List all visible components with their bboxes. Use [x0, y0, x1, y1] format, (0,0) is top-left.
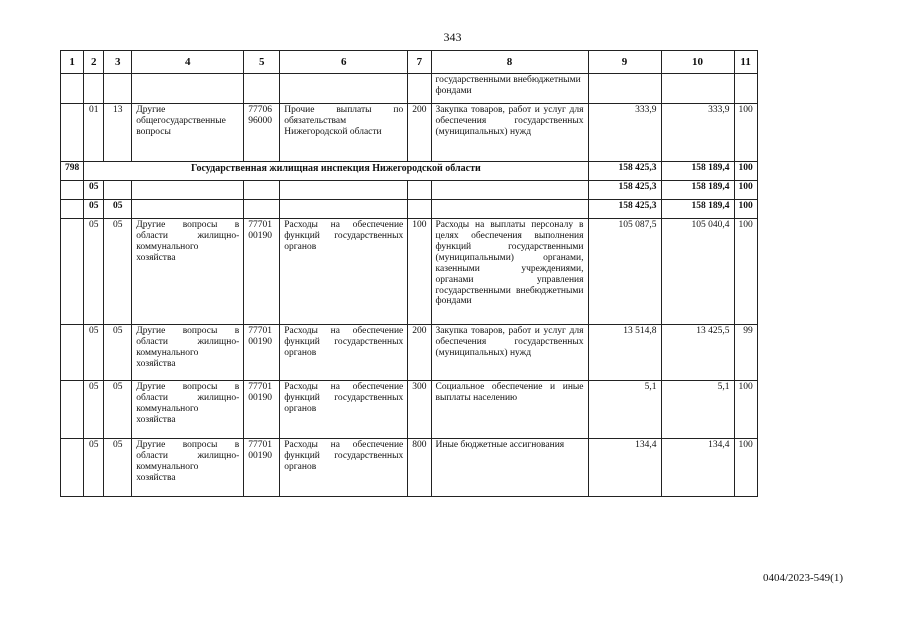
- cell-expense-code: 200: [408, 104, 431, 162]
- cell-subsection: 13: [104, 104, 132, 162]
- document-code: 0404/2023-549(1): [762, 572, 843, 584]
- cell-actual: 158 189,4: [661, 200, 734, 219]
- cell-section: 01: [84, 104, 104, 162]
- col-header: 8: [431, 51, 588, 74]
- cell: [280, 74, 408, 104]
- cell: [61, 200, 84, 219]
- cell-expense-type: Закупка товаров, работ и услуг для обеспечения государственных (муниципальных) нужд: [431, 325, 588, 381]
- cell: [61, 381, 84, 439]
- cell: [61, 181, 84, 200]
- cell: [431, 200, 588, 219]
- col-header: 11: [734, 51, 757, 74]
- cell-subsection: 05: [104, 200, 132, 219]
- header-row: [61, 51, 758, 74]
- cell-section: 05: [84, 200, 104, 219]
- cell: [104, 181, 132, 200]
- cell-planned: 158 425,3: [588, 162, 661, 181]
- col-header: 1: [61, 51, 84, 74]
- cell-subsection-name: Другие вопросы в области жилищно-коммунального хозяйства: [132, 439, 244, 497]
- page-number: 343: [443, 30, 462, 44]
- cell: [734, 74, 757, 104]
- cell-expense-type: Расходы на выплаты персоналу в целях обеспечения выполнения функций государственными (муниципальными) органами, казенными учреждениями, органами управления государственными внебюджетными фондами: [431, 219, 588, 325]
- cell-actual: 333,9: [661, 104, 734, 162]
- cell: [61, 74, 84, 104]
- cell-target-name: Расходы на обеспечение функций государственных органов: [280, 219, 408, 325]
- cell-expense-code: 100: [408, 219, 431, 325]
- cell: [280, 200, 408, 219]
- cell-section: 05: [84, 325, 104, 381]
- cell-actual: 134,4: [661, 439, 734, 497]
- cell: [61, 439, 84, 497]
- cell-expense-type: Закупка товаров, работ и услуг для обеспечения государственных (муниципальных) нужд: [431, 104, 588, 162]
- cell: [61, 325, 84, 381]
- cell-expense-code: 800: [408, 439, 431, 497]
- cell: [661, 74, 734, 104]
- agency-row: [61, 162, 758, 181]
- cell-percent: 100: [734, 181, 757, 200]
- section-row: [61, 181, 758, 200]
- cell: [588, 74, 661, 104]
- cell-subsection-name: Другие вопросы в области жилищно-коммунального хозяйства: [132, 219, 244, 325]
- cell-percent: 100: [734, 162, 757, 181]
- cell-percent: 100: [734, 200, 757, 219]
- cell-subsection-name: Другие общегосударственные вопросы: [132, 104, 244, 162]
- cell-expense-code: 200: [408, 325, 431, 381]
- cell: [244, 181, 280, 200]
- cell-expense-type: Иные бюджетные ассигнования: [431, 439, 588, 497]
- cell-target-name: Прочие выплаты по обязательствам Нижегородской области: [280, 104, 408, 162]
- cell-subsection: 05: [104, 439, 132, 497]
- cell: [431, 181, 588, 200]
- cell-actual: 158 189,4: [661, 162, 734, 181]
- col-header: 9: [588, 51, 661, 74]
- cell-target-code: 7770100190: [244, 439, 280, 497]
- col-header: 4: [132, 51, 244, 74]
- table-row: [61, 381, 758, 439]
- cell: [244, 200, 280, 219]
- cell-planned: 105 087,5: [588, 219, 661, 325]
- cell-planned: 5,1: [588, 381, 661, 439]
- cell-percent: 99: [734, 325, 757, 381]
- cell-subsection-name: Другие вопросы в области жилищно-коммунального хозяйства: [132, 325, 244, 381]
- cell-section: 05: [84, 181, 104, 200]
- cell: [132, 181, 244, 200]
- cell-section: 05: [84, 439, 104, 497]
- cell-actual: 105 040,4: [661, 219, 734, 325]
- cell-agency-name: Государственная жилищная инспекция Нижегородской области: [84, 162, 588, 181]
- cell-section: 05: [84, 219, 104, 325]
- cell-planned: 13 514,8: [588, 325, 661, 381]
- cell-subsection: 05: [104, 219, 132, 325]
- cell-target-code: 7770100190: [244, 219, 280, 325]
- cell-percent: 100: [734, 381, 757, 439]
- cell-target-name: Расходы на обеспечение функций государственных органов: [280, 325, 408, 381]
- table-row: [61, 325, 758, 381]
- cell-target-code: 7770100190: [244, 325, 280, 381]
- cell-actual: 13 425,5: [661, 325, 734, 381]
- cell: [280, 181, 408, 200]
- cell: [84, 74, 104, 104]
- col-header: 3: [104, 51, 132, 74]
- cell-section: 05: [84, 381, 104, 439]
- cell-percent: 100: [734, 104, 757, 162]
- cell-target-name: Расходы на обеспечение функций государственных органов: [280, 439, 408, 497]
- cell-target-code: 7770100190: [244, 381, 280, 439]
- cell-planned: 158 425,3: [588, 200, 661, 219]
- cell-actual: 158 189,4: [661, 181, 734, 200]
- table-row: [61, 74, 758, 104]
- cell: [132, 200, 244, 219]
- cell: [408, 181, 431, 200]
- cell: [132, 74, 244, 104]
- col-header: 10: [661, 51, 734, 74]
- cell-subsection: 05: [104, 381, 132, 439]
- cell-subsection-name: Другие вопросы в области жилищно-коммунального хозяйства: [132, 381, 244, 439]
- cell-percent: 100: [734, 219, 757, 325]
- cell-expense-code: 300: [408, 381, 431, 439]
- table-row: [61, 439, 758, 497]
- cell: [244, 74, 280, 104]
- cell-percent: 100: [734, 439, 757, 497]
- cell-expense-type: государственными внебюджетными фондами: [431, 74, 588, 104]
- cell-planned: 134,4: [588, 439, 661, 497]
- table-row: [61, 219, 758, 325]
- col-header: 7: [408, 51, 431, 74]
- cell-planned: 333,9: [588, 104, 661, 162]
- subsection-row: [61, 200, 758, 219]
- cell-subsection: 05: [104, 325, 132, 381]
- cell: [104, 74, 132, 104]
- col-header: 2: [84, 51, 104, 74]
- cell: [61, 104, 84, 162]
- cell-planned: 158 425,3: [588, 181, 661, 200]
- col-header: 6: [280, 51, 408, 74]
- cell-agency-code: 798: [61, 162, 84, 181]
- cell-actual: 5,1: [661, 381, 734, 439]
- cell-expense-type: Социальное обеспечение и иные выплаты населению: [431, 381, 588, 439]
- cell-target-code: 7770696000: [244, 104, 280, 162]
- cell-target-name: Расходы на обеспечение функций государственных органов: [280, 381, 408, 439]
- cell: [408, 200, 431, 219]
- cell: [408, 74, 431, 104]
- table-row: [61, 104, 758, 162]
- budget-table: [60, 50, 758, 497]
- cell: [61, 219, 84, 325]
- col-header: 5: [244, 51, 280, 74]
